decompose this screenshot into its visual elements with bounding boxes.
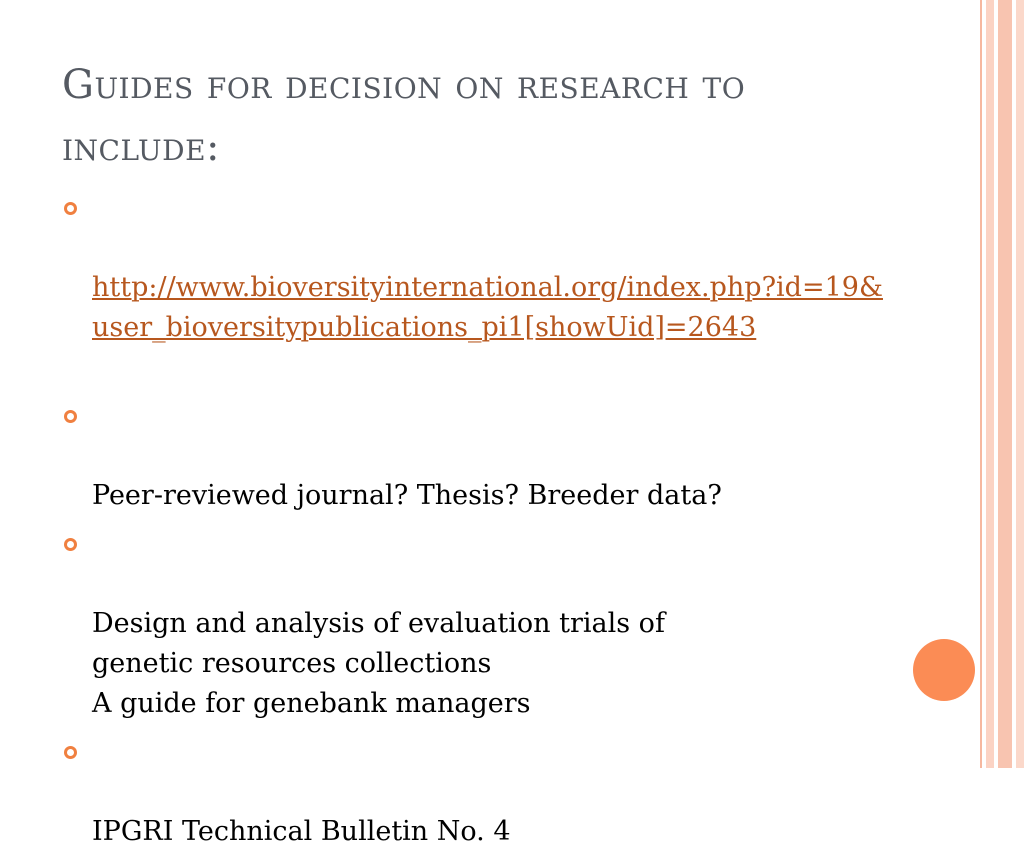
decorative-circle [913,639,975,701]
decorative-stripe [1016,0,1024,768]
decorative-stripe [980,0,982,768]
decorative-stripe [986,0,994,768]
bullet-ring-icon [64,410,77,423]
list-item [62,396,922,516]
bioversity-link[interactable]: http://www.bioversityinternational.org/index.php?id=19&user_bioversitypublications_pi1[showUid]=2643 [92,272,883,343]
bullet-ring-icon [64,202,77,215]
list-item [62,732,922,852]
bullet-list [62,188,922,860]
bullet-text: Peer-reviewed journal? Thesis? Breeder data? [92,480,722,511]
slide-title: Guides for decision on research to include: [62,62,746,170]
bullet-text: IPGRI Technical Bulletin No. 4 [92,816,511,847]
decorative-stripe [998,0,1012,768]
bullet-ring-icon [64,746,77,759]
list-item [62,188,922,388]
list-item [62,524,922,724]
bullet-ring-icon [64,538,77,551]
bullet-text: Design and analysis of evaluation trials of genetic resources collections A guide for genebank managers [92,608,665,719]
